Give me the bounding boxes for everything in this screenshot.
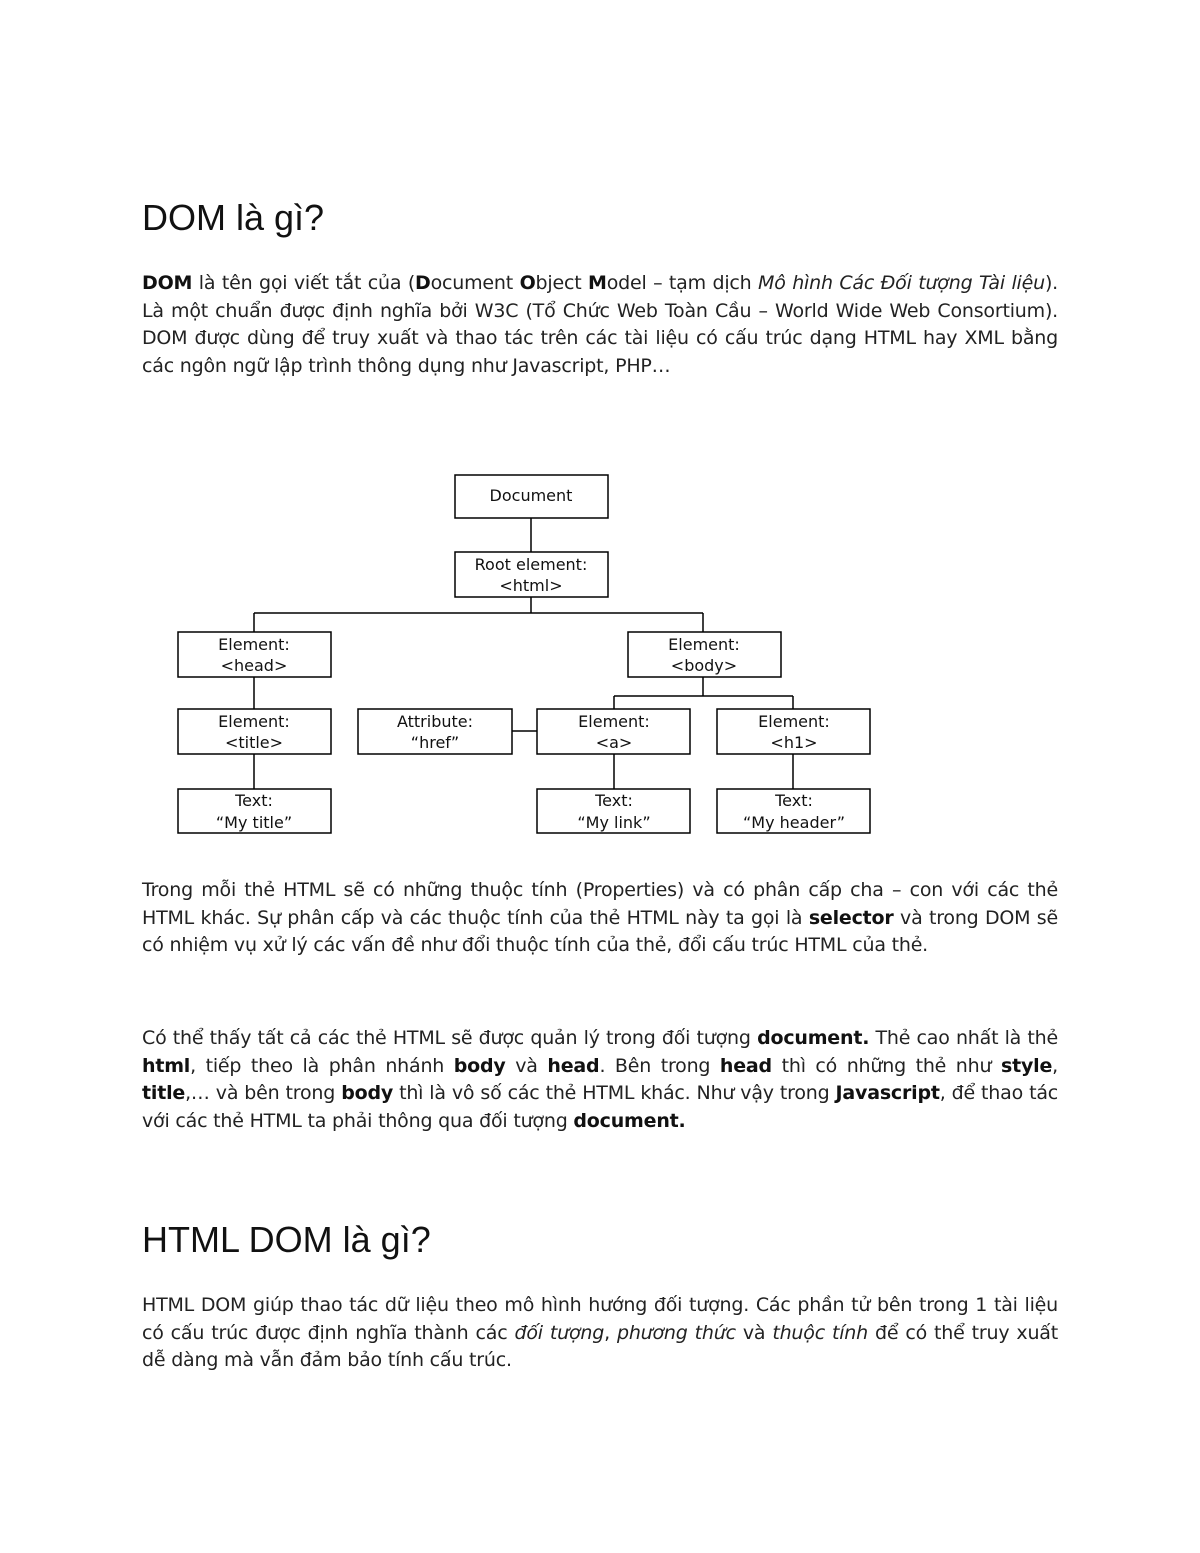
text-run: document.: [573, 1109, 686, 1132]
text-run: và: [735, 1321, 773, 1344]
text-run: và trong DOM sẽ có nhiệm vụ xử lý các vấn đề như đổi thuộc tính của thẻ, đổi cấu trúc HTML của thẻ.: [142, 906, 1058, 956]
text-run: Trong mỗi thẻ HTML sẽ có những thuộc tính (Properties) và có phân cấp cha – con với các thẻ HTML khác. Sự phân cấp và các thuộc tính của thẻ HTML này ta gọi là: [142, 879, 1058, 929]
node-head-tag: <head>: [220, 656, 288, 675]
paragraph-html-dom: [142, 1292, 1058, 1375]
text-run: DOM: [142, 272, 193, 294]
text-run: là tên gọi viết tắt của (: [192, 272, 416, 294]
text-run: title: [142, 1082, 186, 1104]
node-a-label: Element:: [578, 712, 650, 731]
paragraph-selector: [142, 877, 1058, 960]
text-run: và: [505, 1054, 548, 1077]
node-head-label: Element:: [218, 635, 290, 654]
node-text-header-label: Text:: [775, 791, 813, 810]
text-run: head: [719, 1054, 772, 1077]
text-run: body: [453, 1054, 506, 1077]
text-run: ,: [604, 1321, 617, 1344]
text-run: ,… và bên trong: [185, 1082, 342, 1104]
text-run: . Bên trong: [599, 1054, 720, 1077]
node-document-label: Document: [489, 486, 573, 505]
node-h1-tag: <h1>: [770, 733, 818, 752]
node-body-tag: <body>: [670, 656, 738, 675]
node-root-label: Root element:: [474, 555, 588, 574]
dom-tree-diagram: [0, 460, 1200, 850]
text-run: ,: [1052, 1054, 1058, 1077]
node-text-link-value: “My link”: [577, 813, 651, 832]
text-run: , để thao tác với các thẻ HTML ta phải thông qua đối tượng: [142, 1082, 1059, 1132]
node-body-label: Element:: [668, 635, 740, 654]
node-title-tag: <title>: [224, 733, 284, 752]
heading-dom: DOM là gì?: [142, 197, 325, 238]
text-run: thuộc tính: [772, 1321, 868, 1344]
paragraph-dom-definition: [142, 270, 1058, 380]
node-text-link-label: Text:: [595, 791, 633, 810]
paragraph-document-object: [142, 1025, 1058, 1135]
node-text-header-value: “My header”: [743, 813, 845, 832]
text-run: O: [519, 272, 536, 294]
node-attribute-label: Attribute:: [396, 712, 474, 731]
text-run: head: [547, 1054, 600, 1077]
node-text-title-value: “My title”: [215, 813, 293, 832]
node-h1-label: Element:: [758, 712, 830, 731]
text-run: body: [341, 1082, 394, 1104]
text-run: bject: [535, 272, 588, 294]
text-run: HTML DOM giúp thao tác dữ liệu theo mô hình hướng đối tượng. Các phần tử bên trong 1 tài liệu có cấu trúc được định nghĩa thành các: [142, 1294, 1058, 1344]
text-run: Thẻ cao nhất là thẻ: [869, 1027, 1059, 1049]
node-a-tag: <a>: [595, 733, 633, 752]
heading-html-dom: HTML DOM là gì?: [142, 1219, 431, 1260]
text-run: thì có những thẻ như: [771, 1054, 1001, 1077]
text-run: html: [142, 1054, 191, 1077]
node-root-tag: <html>: [499, 576, 563, 595]
text-run: D: [415, 272, 431, 294]
text-run: style: [1000, 1054, 1053, 1077]
node-title-label: Element:: [218, 712, 290, 731]
text-run: Mô hình Các Đối tượng Tài liệu: [758, 272, 1045, 294]
text-run: Có thể thấy tất cả các thẻ HTML sẽ được quản lý trong đối tượng: [142, 1027, 758, 1049]
text-run: thì là vô số các thẻ HTML khác. Như vậy trong: [393, 1082, 836, 1104]
text-run: ocument: [430, 272, 520, 294]
node-attribute-value: “href”: [410, 733, 460, 752]
text-run: selector: [808, 906, 894, 929]
text-run: đối tượng: [514, 1321, 605, 1344]
node-text-title-label: Text:: [235, 791, 273, 810]
text-run: M: [587, 272, 607, 294]
text-run: để có thể truy xuất dễ dàng mà vẫn đảm bảo tính cấu trúc.: [142, 1321, 1058, 1371]
text-run: , tiếp theo là phân nhánh: [190, 1054, 454, 1077]
text-run: phương thức: [616, 1321, 736, 1344]
text-run: Javascript: [835, 1082, 940, 1104]
text-run: document.: [757, 1027, 870, 1049]
text-run: odel – tạm dịch: [606, 272, 759, 294]
text-run: ). Là một chuẩn được định nghĩa bởi W3C (Tổ Chức Web Toàn Cầu – World Wide Web Consortium). DOM được dùng để truy xuất và thao tác trên các tài liệu có cấu trúc dạng HTML hay XML bằng các ngôn ngữ lập trình thông dụng như Javascript, PHP…: [142, 272, 1058, 377]
